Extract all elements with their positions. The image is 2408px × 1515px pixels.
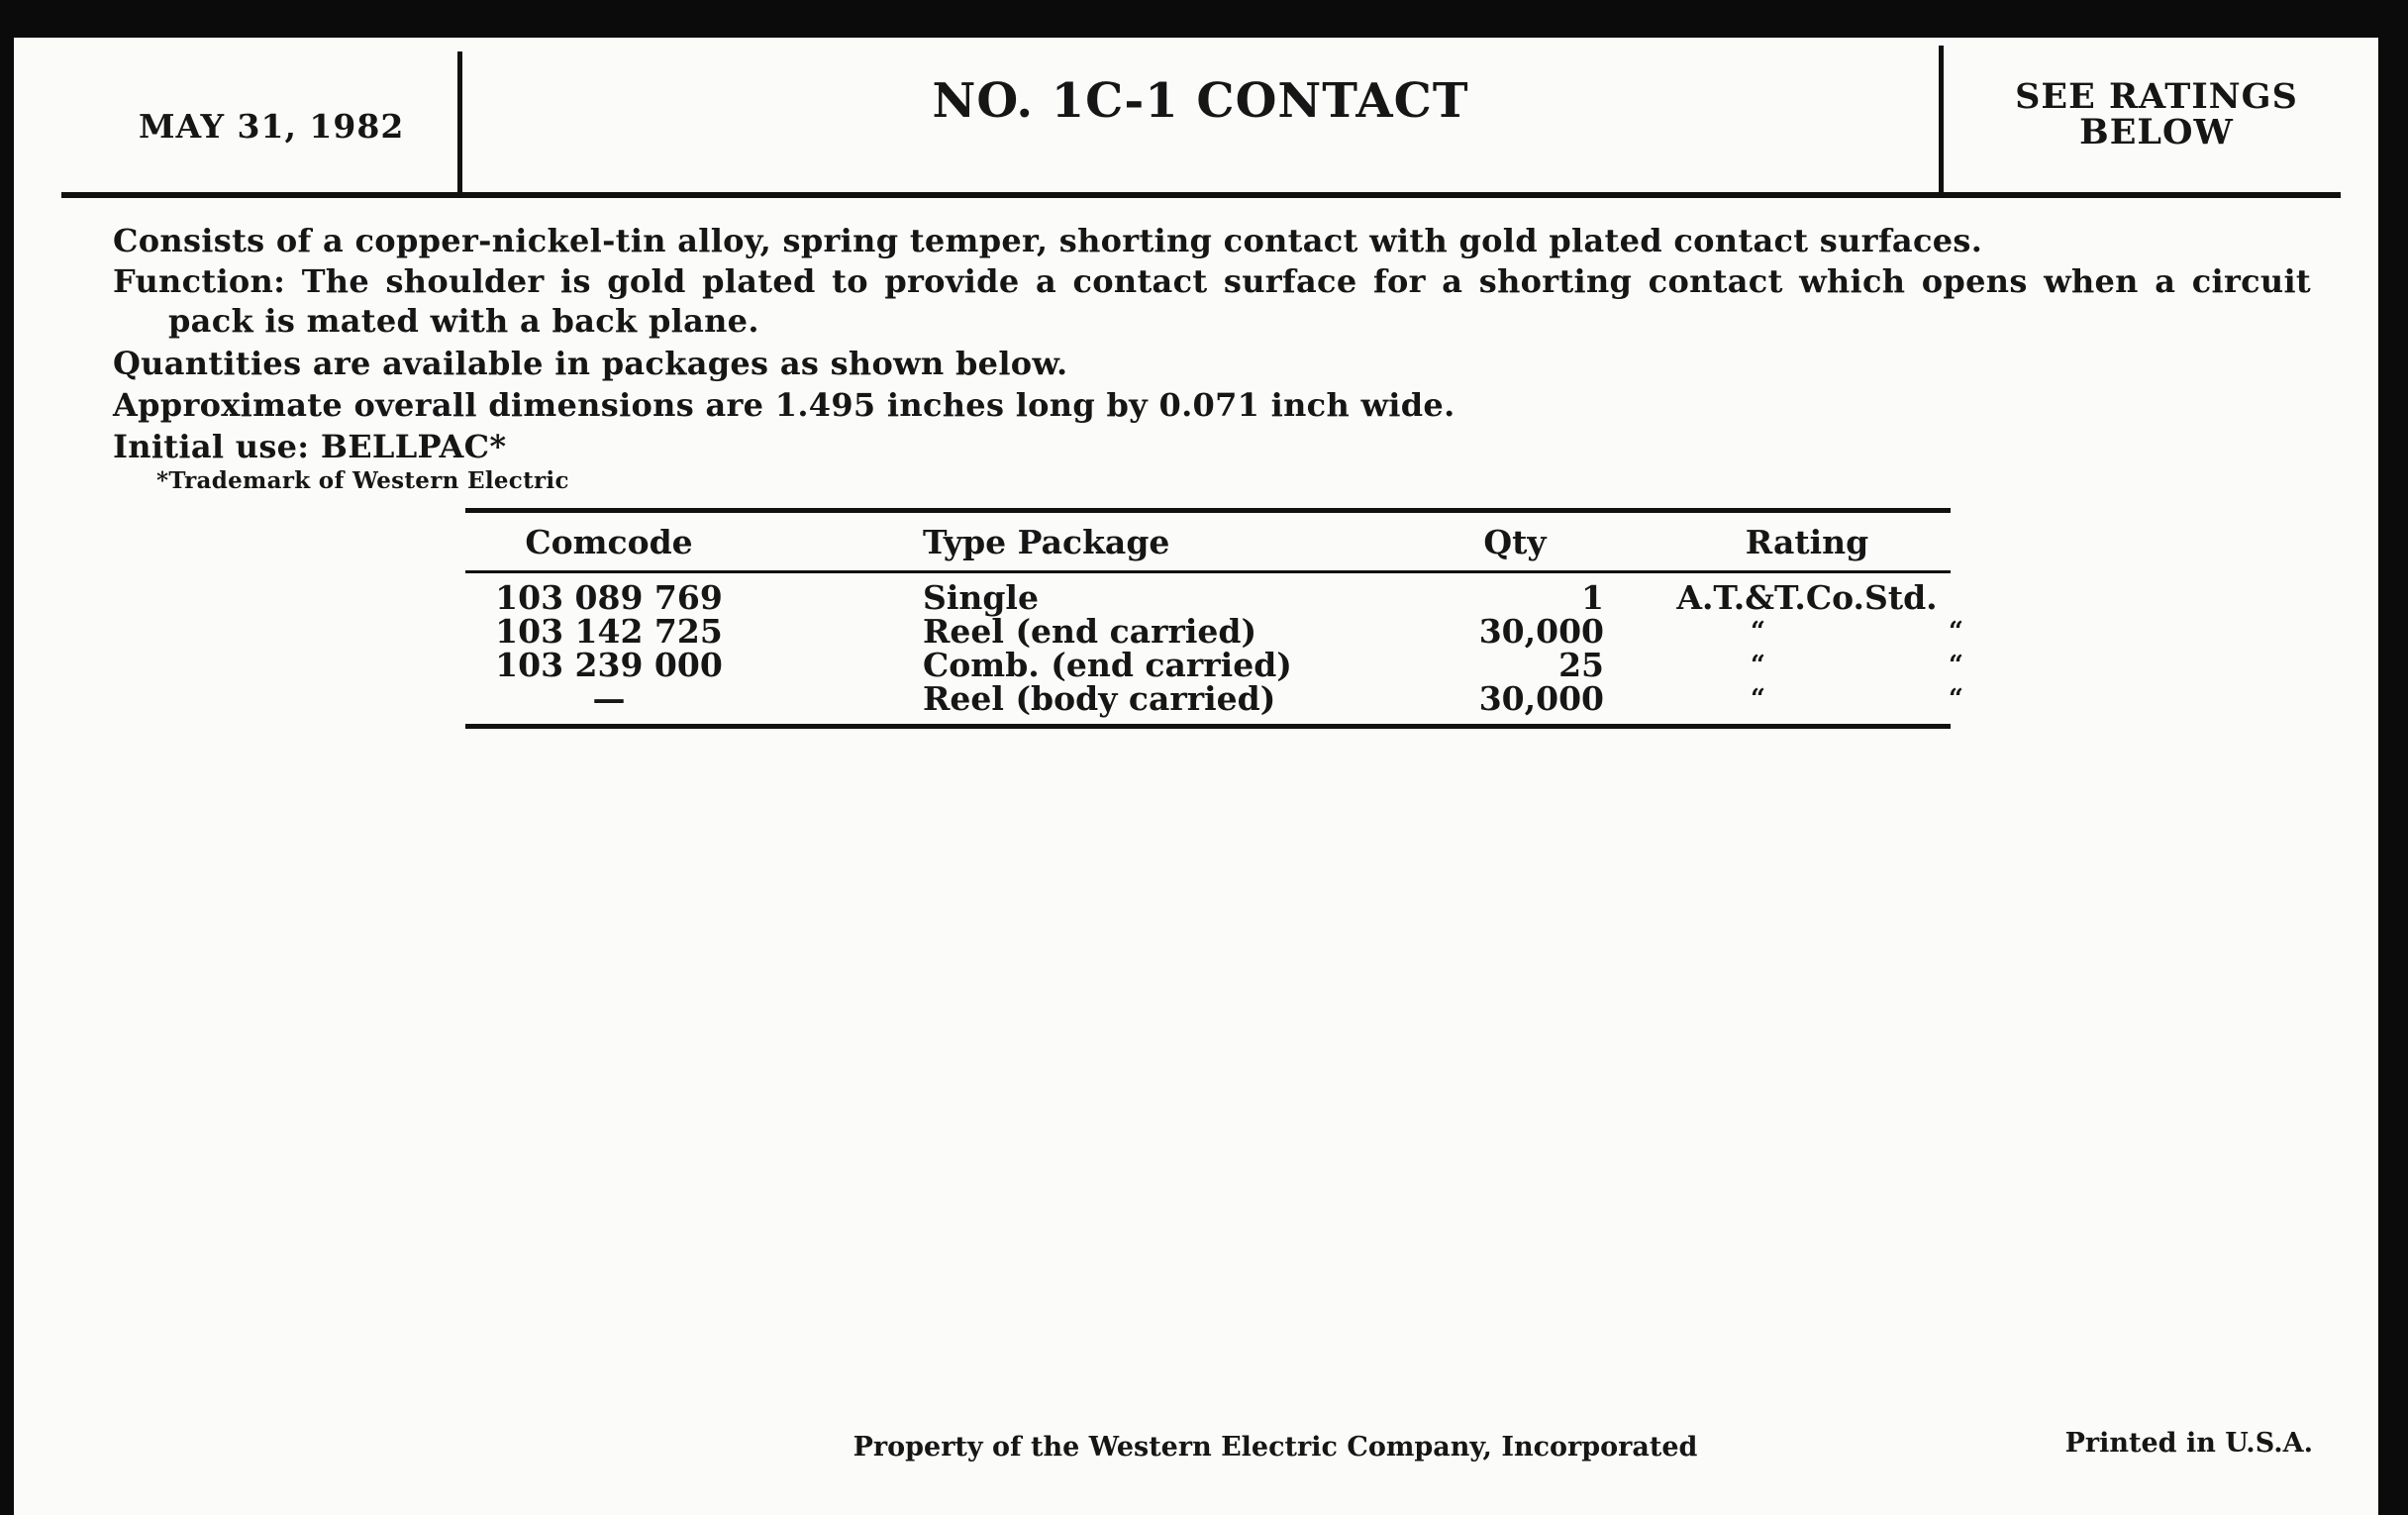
function-text: Function: The shoulder is gold plated to provide a contact surface for a shorting contact which opens when a circuit pack is mated with a back plane. [113,262,2311,340]
type-cell: Reel (body carried) [923,679,1276,718]
qty-cell: 30,000 [1478,612,1604,651]
qty-cell: 1 [1581,578,1604,617]
issue-date: MAY 31, 1982 [139,107,405,146]
document-page [14,38,2378,1515]
type-cell: Reel (end carried) [923,612,1257,651]
trademark-note: *Trademark of Western Electric [156,467,569,494]
comcode-cell: 103 089 769 [495,578,723,617]
comcode-cell: 103 142 725 [495,612,723,651]
header-comcode: Comcode [525,523,693,561]
page-title: NO. 1C-1 CONTACT [932,73,1469,129]
header-rule [61,192,2341,198]
page-header [14,38,2378,198]
printed-notice: Printed in U.S.A. [2064,1428,2313,1459]
property-notice: Property of the Western Electric Company, Incorporated [853,1432,1698,1463]
table-header-row [465,513,1951,570]
table-row [465,612,2051,651]
package-table [465,508,2051,729]
comcode-cell: 103 239 000 [495,646,723,684]
ratings-note-line2: BELOW [2079,112,2234,152]
initial-use-text: Initial use: BELLPAC* [113,428,507,465]
ratings-note-line1: SEE RATINGS [2015,76,2298,117]
description-block [113,220,2311,497]
rating-cell: “ “ [1751,617,2051,647]
header-rating: Rating [1745,523,1869,561]
ratings-note [1944,76,2369,152]
type-cell: Comb. (end carried) [923,646,1292,684]
rating-cell: “ “ [1751,651,2051,680]
dimensions-text: Approximate overall dimensions are 1.495 inches long by 0.071 inch wide. [113,386,1455,424]
table-body [465,573,2051,724]
table-row [465,646,2051,684]
type-cell: Single [923,578,1039,617]
rating-cell: A.T.&T.Co.Std. [1676,578,1938,617]
quantities-text: Quantities are available in packages as shown below. [113,345,1068,382]
table-row [465,679,2051,718]
header-type-package: Type Package [923,523,1170,561]
comcode-cell: — [592,679,626,718]
qty-cell: 30,000 [1478,679,1604,718]
rating-cell: “ “ [1751,684,2051,714]
table-bottom-rule [465,724,1951,729]
header-qty: Qty [1483,523,1547,561]
consists-text: Consists of a copper-nickel-tin alloy, spring temper, shorting contact with gold plated contact surfaces. [113,222,1983,259]
qty-cell: 25 [1558,646,1604,684]
table-row [465,578,1951,617]
